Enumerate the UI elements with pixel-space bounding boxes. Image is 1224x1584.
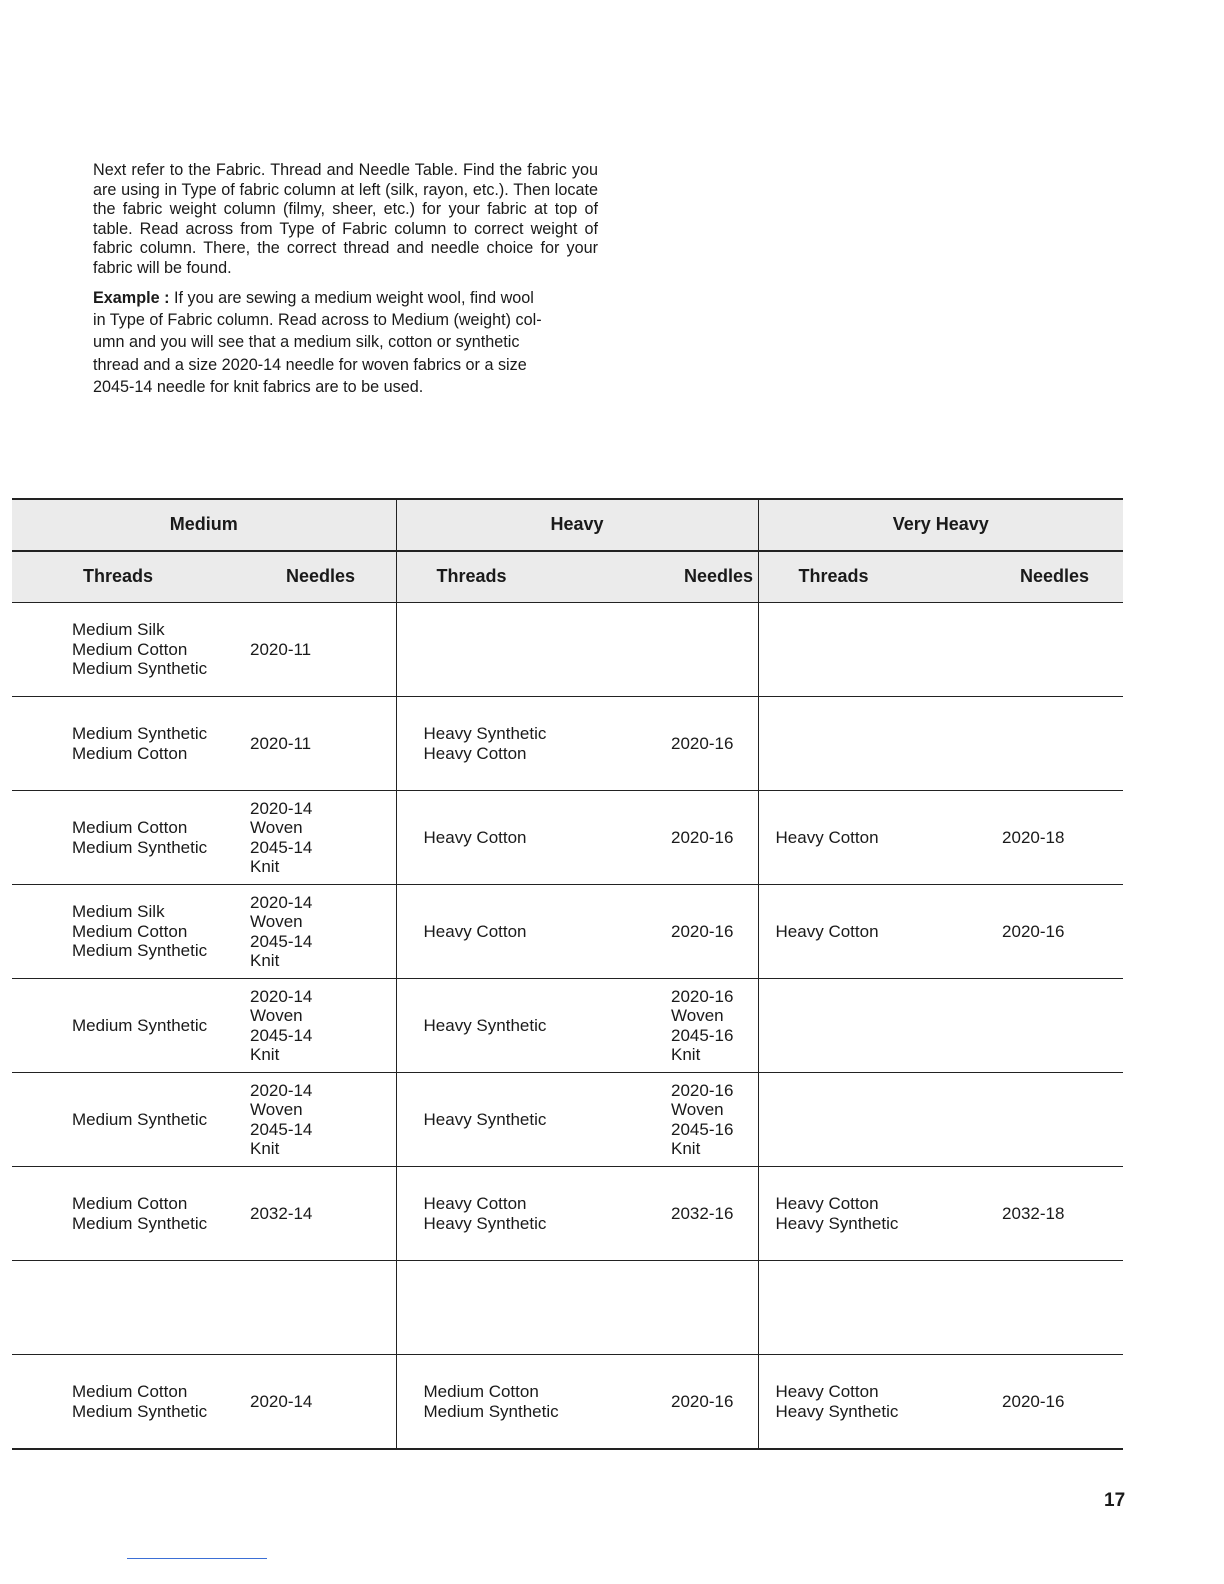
medium-threads-cell <box>12 885 238 979</box>
heavy-needles-cell <box>649 979 758 1073</box>
cell-line: Medium Cotton <box>72 818 188 837</box>
table-row <box>12 603 1123 697</box>
cell-line: Medium Silk <box>72 902 165 922</box>
heavy-needles-cell <box>649 791 758 885</box>
cell-line: 2045-16 <box>671 1025 734 1045</box>
cell-line: Woven <box>250 1100 303 1119</box>
cell-line: 2045-14 <box>250 1119 313 1139</box>
very-heavy-needles-cell <box>985 1167 1123 1261</box>
cell-line: Heavy Synthetic <box>423 1109 547 1129</box>
cell-line: 2020-14 <box>250 986 313 1006</box>
cell-line: Woven <box>250 912 303 931</box>
medium-needles-cell <box>238 1261 396 1355</box>
medium-threads-cell <box>12 979 238 1073</box>
table-row <box>12 979 1123 1073</box>
cell-line: Heavy Synthetic <box>423 1213 547 1233</box>
heavy-threads-cell <box>396 603 649 697</box>
cell-line: Woven <box>250 818 303 837</box>
medium-needles-cell <box>238 603 396 697</box>
column-header-threads: Threads <box>758 551 985 603</box>
intro-paragraph: Next refer to the Fabric. Thread and Needle Table. Find the fabric you are using in Type of fabric column at left (silk, rayon, etc.). Then locate the fabric weight column (filmy, sheer, etc.) for your fabric at top of table. Read across from Type of Fabric column to correct weight of fabric column. There, the correct thread and needle choice for your fabric will be found. <box>93 161 598 277</box>
cell-line: Medium Synthetic <box>72 724 208 743</box>
very-heavy-needles-cell <box>985 1355 1123 1450</box>
heavy-threads-cell <box>396 1073 649 1167</box>
cell-line: 2020-16 <box>671 827 734 847</box>
medium-threads-cell <box>12 1355 238 1450</box>
very-heavy-threads-cell <box>758 697 985 791</box>
cell-line: Medium Synthetic <box>72 1015 208 1035</box>
medium-threads-cell <box>12 697 238 791</box>
cell-line: Heavy Cotton <box>423 743 527 763</box>
cell-line: Medium Synthetic <box>72 837 208 857</box>
page-number: 17 <box>1104 1490 1126 1511</box>
medium-needles-cell <box>238 791 396 885</box>
table-row <box>12 1261 1123 1355</box>
column-header-threads: Threads <box>12 551 238 603</box>
cell-line: 2020-16 <box>671 1080 734 1100</box>
example-line: 2045-14 needle for knit fabrics are to be used. <box>93 378 424 397</box>
medium-needles-cell <box>238 979 396 1073</box>
cell-line: Medium Synthetic <box>72 1401 208 1421</box>
table-row <box>12 885 1123 979</box>
example-line: If you are sewing a medium weight wool, find wool <box>173 288 534 307</box>
cell-line: Heavy Cotton <box>423 921 527 941</box>
very-heavy-needles-cell <box>985 1073 1123 1167</box>
table-row <box>12 1073 1123 1167</box>
cell-line: Heavy Cotton <box>423 827 527 847</box>
cell-line: Knit <box>671 1045 701 1064</box>
medium-threads-cell <box>12 603 238 697</box>
cell-line: 2020-16 <box>671 921 734 941</box>
cell-line: Medium Synthetic <box>72 941 208 961</box>
cell-line: Woven <box>671 1006 724 1025</box>
heavy-needles-cell <box>649 1355 758 1450</box>
cell-line: 2045-14 <box>250 931 313 951</box>
cell-line: Heavy Cotton <box>775 827 879 847</box>
very-heavy-needles-cell <box>985 697 1123 791</box>
heavy-needles-cell <box>649 1167 758 1261</box>
cell-line: Medium Silk <box>72 620 165 640</box>
heavy-needles-cell <box>649 603 758 697</box>
table-row <box>12 791 1123 885</box>
group-header-very-heavy: Very Heavy <box>758 499 1123 551</box>
cell-line: Heavy Synthetic <box>775 1213 899 1233</box>
very-heavy-threads-cell <box>758 791 985 885</box>
cell-line: Medium Cotton <box>72 743 188 763</box>
cell-line: 2020-14 <box>250 892 313 912</box>
cell-line: Heavy Cotton <box>775 1194 879 1213</box>
example-line: umn and you will see that a medium silk, cotton or synthetic <box>93 333 520 352</box>
very-heavy-needles-cell <box>985 603 1123 697</box>
cell-line: 2045-14 <box>250 837 313 857</box>
example-paragraph <box>93 287 598 399</box>
cell-line: Heavy Synthetic <box>423 1015 547 1035</box>
cell-line: Heavy Cotton <box>775 921 879 941</box>
very-heavy-threads-cell <box>758 1167 985 1261</box>
heavy-needles-cell <box>649 1073 758 1167</box>
medium-needles-cell <box>238 1355 396 1450</box>
cell-line: 2020-16 <box>1002 921 1065 941</box>
fabric-thread-needle-table <box>12 498 1123 1450</box>
very-heavy-threads-cell <box>758 979 985 1073</box>
heavy-threads-cell <box>396 885 649 979</box>
cell-line: Medium Synthetic <box>72 1109 208 1129</box>
weight-group-header-row <box>12 499 1123 551</box>
very-heavy-threads-cell <box>758 603 985 697</box>
heavy-needles-cell <box>649 697 758 791</box>
medium-needles-cell <box>238 1167 396 1261</box>
cell-line: Medium Synthetic <box>72 659 208 679</box>
cell-line: Medium Synthetic <box>72 1213 208 1233</box>
cell-line: 2020-14 <box>250 798 313 818</box>
very-heavy-threads-cell <box>758 1073 985 1167</box>
cell-line: Woven <box>250 1006 303 1025</box>
column-header-row <box>12 551 1123 603</box>
cell-line: Heavy Cotton <box>775 1382 879 1401</box>
cell-line: Woven <box>671 1100 724 1119</box>
cell-line: 2020-16 <box>671 733 734 753</box>
footer-rule <box>127 1558 267 1559</box>
cell-line: Medium Cotton <box>72 921 188 941</box>
heavy-threads-cell <box>396 791 649 885</box>
heavy-needles-cell <box>649 885 758 979</box>
cell-line: Medium Synthetic <box>423 1401 559 1421</box>
cell-line: 2045-14 <box>250 1025 313 1045</box>
very-heavy-threads-cell <box>758 1261 985 1355</box>
cell-line: 2032-14 <box>250 1203 313 1223</box>
medium-needles-cell <box>238 885 396 979</box>
cell-line: 2032-16 <box>671 1203 734 1223</box>
column-header-needles: Needles <box>238 551 396 603</box>
cell-line: Medium Cotton <box>72 1382 188 1401</box>
very-heavy-needles-cell <box>985 885 1123 979</box>
cell-line: 2045-16 <box>671 1119 734 1139</box>
example-line: in Type of Fabric column. Read across to Medium (weight) col- <box>93 310 542 329</box>
cell-line: Knit <box>671 1139 701 1158</box>
cell-line: 2020-14 <box>250 1391 313 1411</box>
heavy-threads-cell <box>396 1261 649 1355</box>
medium-threads-cell <box>12 1261 238 1355</box>
cell-line: 2020-11 <box>250 733 312 753</box>
column-header-threads: Threads <box>396 551 649 603</box>
medium-needles-cell <box>238 1073 396 1167</box>
heavy-threads-cell <box>396 697 649 791</box>
cell-line: Heavy Synthetic <box>423 724 547 743</box>
cell-line: Knit <box>250 857 280 876</box>
example-line: thread and a size 2020-14 needle for woven fabrics or a size <box>93 355 527 374</box>
medium-threads-cell <box>12 1073 238 1167</box>
cell-line: 2020-18 <box>1002 827 1065 847</box>
cell-line: Heavy Cotton <box>423 1194 527 1213</box>
medium-threads-cell <box>12 791 238 885</box>
column-header-needles: Needles <box>649 551 758 603</box>
group-header-medium: Medium <box>12 499 396 551</box>
very-heavy-needles-cell <box>985 1261 1123 1355</box>
cell-line: 2020-16 <box>1002 1391 1065 1411</box>
very-heavy-needles-cell <box>985 791 1123 885</box>
example-label: Example : <box>93 288 170 307</box>
heavy-threads-cell <box>396 1355 649 1450</box>
cell-line: 2032-18 <box>1002 1203 1065 1223</box>
column-header-needles: Needles <box>985 551 1123 603</box>
table-row <box>12 1167 1123 1261</box>
very-heavy-threads-cell <box>758 1355 985 1450</box>
cell-line: Medium Cotton <box>423 1382 539 1401</box>
cell-line: Knit <box>250 1045 280 1064</box>
cell-line: 2020-16 <box>671 1391 734 1411</box>
very-heavy-needles-cell <box>985 979 1123 1073</box>
cell-line: Knit <box>250 1139 280 1158</box>
heavy-threads-cell <box>396 979 649 1073</box>
cell-line: 2020-11 <box>250 639 312 659</box>
cell-line: Knit <box>250 951 280 970</box>
table-row <box>12 1355 1123 1450</box>
medium-threads-cell <box>12 1167 238 1261</box>
heavy-threads-cell <box>396 1167 649 1261</box>
table-row <box>12 697 1123 791</box>
cell-line: 2020-14 <box>250 1080 313 1100</box>
cell-line: 2020-16 <box>671 986 734 1006</box>
group-header-heavy: Heavy <box>396 499 758 551</box>
heavy-needles-cell <box>649 1261 758 1355</box>
cell-line: Medium Cotton <box>72 1194 188 1213</box>
intro-text <box>93 161 598 399</box>
very-heavy-threads-cell <box>758 885 985 979</box>
table-body <box>12 603 1123 1450</box>
cell-line: Medium Cotton <box>72 639 188 659</box>
medium-needles-cell <box>238 697 396 791</box>
cell-line: Heavy Synthetic <box>775 1401 899 1421</box>
